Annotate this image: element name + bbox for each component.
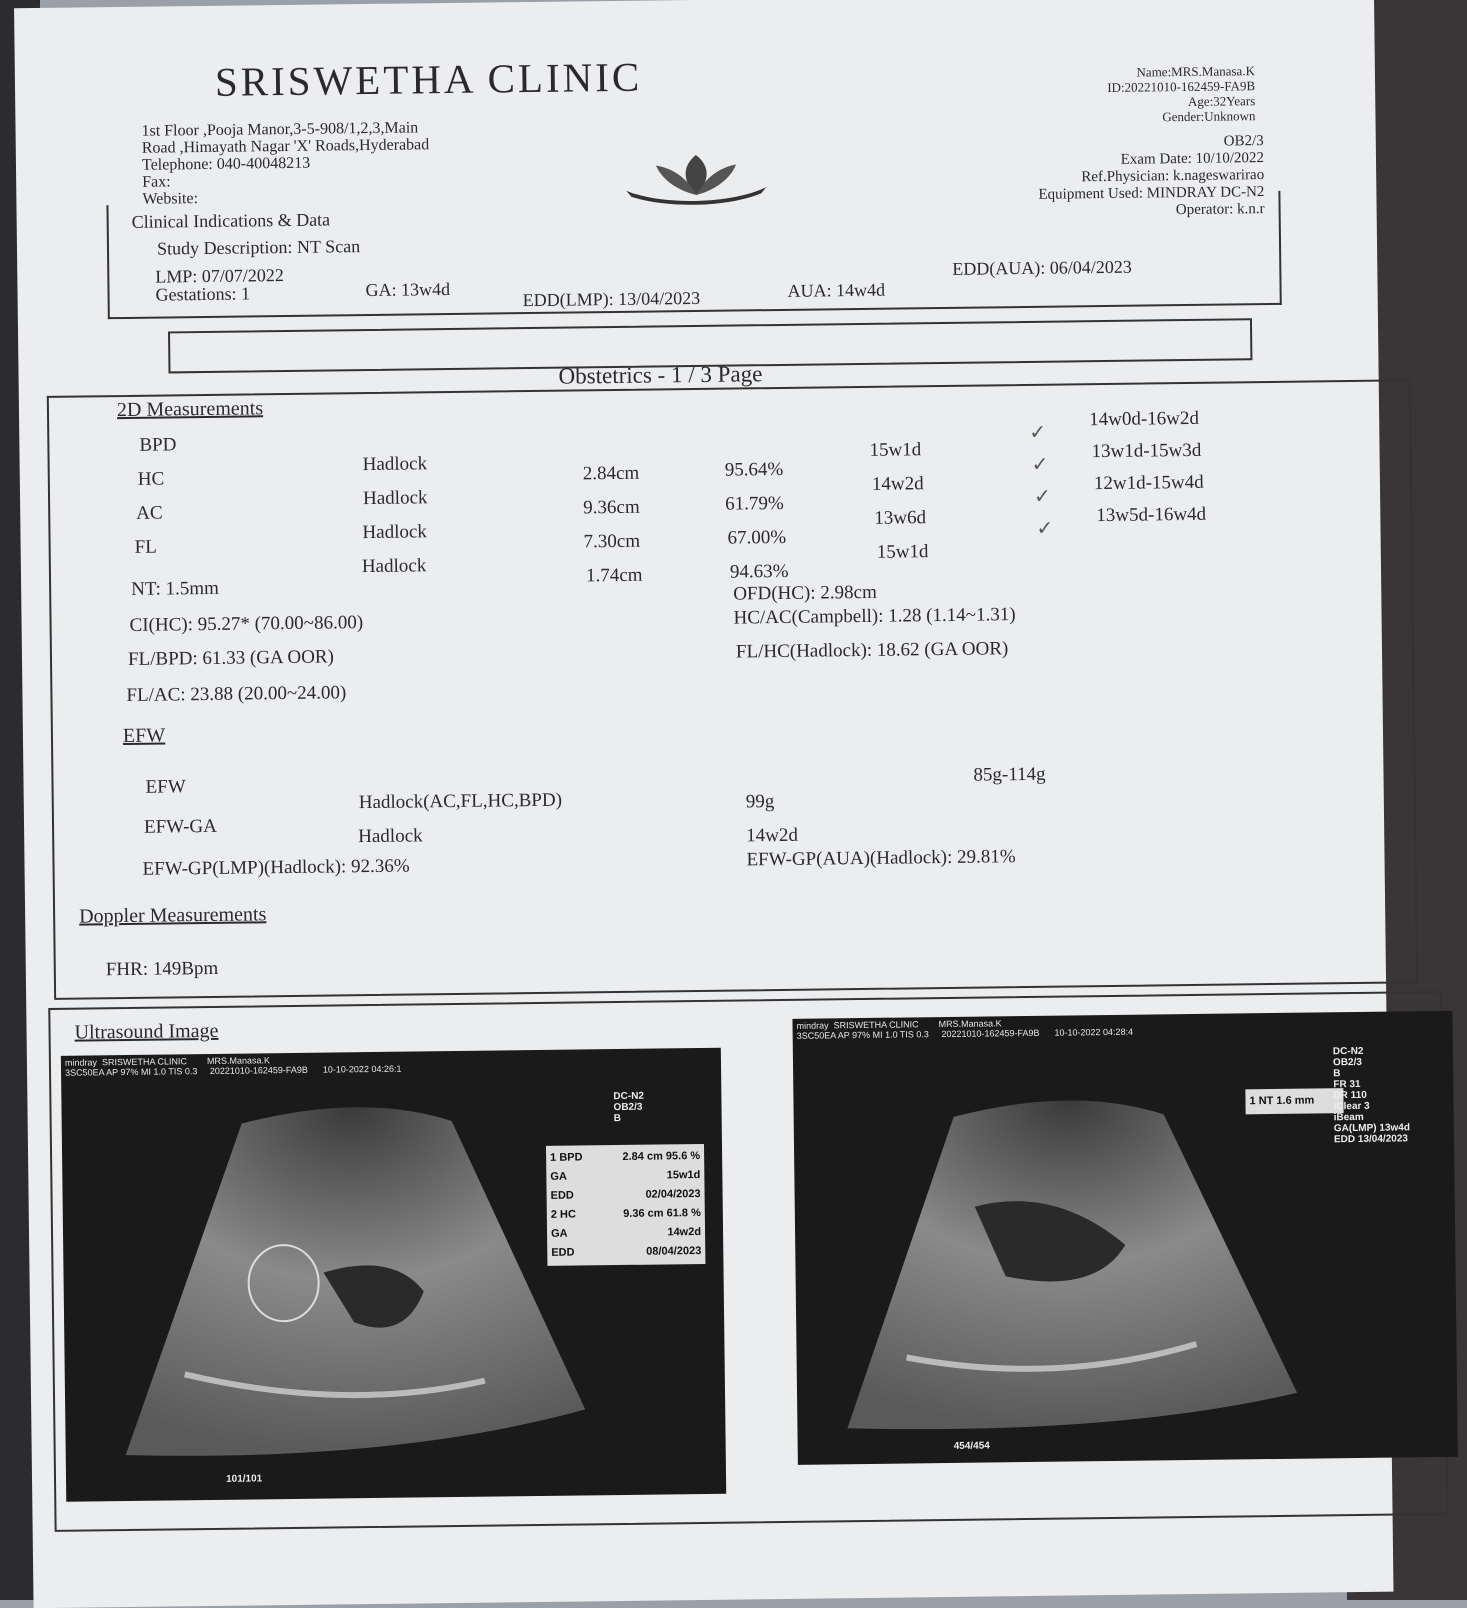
bpd-method: Hadlock bbox=[362, 453, 428, 476]
fl-range: 13w5d-16w4d bbox=[1096, 503, 1207, 527]
fl-percentile: 94.63% bbox=[729, 560, 789, 583]
fl-hc: FL/HC(Hadlock): 18.62 (GA OOR) bbox=[735, 638, 1009, 663]
ci-hc: CI(HC): 95.27* (70.00~86.00) bbox=[129, 612, 364, 636]
efw-range: 85g-114g bbox=[973, 763, 1046, 786]
bpd-check-icon: ✓ bbox=[1029, 421, 1047, 444]
efw-label: EFW bbox=[145, 776, 186, 798]
ultrasound-image-right bbox=[792, 1011, 1457, 1465]
efw-gp-lmp: EFW-GP(LMP)(Hadlock): 92.36% bbox=[142, 855, 410, 880]
hc-ga: 14w2d bbox=[871, 473, 924, 495]
clinic-name: SRISWETHA CLINIC bbox=[214, 53, 643, 105]
measure-row: 1 BPD 2.84 cm 95.6 % bbox=[550, 1150, 701, 1164]
left-mode-info: DC-N2 OB2/3 B bbox=[613, 1090, 645, 1125]
hc-range: 13w1d-15w3d bbox=[1091, 439, 1202, 463]
ofd-hc: OFD(HC): 2.98cm bbox=[733, 581, 877, 605]
clinical-title: Clinical Indications & Data bbox=[131, 209, 331, 232]
section-ultrasound: Ultrasound Image bbox=[74, 1019, 219, 1044]
fl-bpd: FL/BPD: 61.33 (GA OOR) bbox=[127, 646, 334, 670]
efw-method: Hadlock(AC,FL,HC,BPD) bbox=[358, 789, 563, 814]
study-description: Study Description: NT Scan bbox=[156, 236, 361, 259]
fhr-value: FHR: 149Bpm bbox=[105, 957, 219, 981]
ga: GA: 13w4d bbox=[365, 279, 451, 301]
fl-method: Hadlock bbox=[361, 555, 427, 578]
ac-ga: 13w6d bbox=[874, 507, 927, 529]
bpd-range: 14w0d-16w2d bbox=[1089, 407, 1200, 431]
hc-value: 9.36cm bbox=[583, 496, 640, 519]
efw-ga-label: EFW-GA bbox=[143, 815, 218, 838]
edd-aua: EDD(AUA): 06/04/2023 bbox=[952, 256, 1132, 279]
right-settings: DC-N2 OB2/3 B FR 31 DR 110 iClear 3 iBeam GA(LMP) 13w4d EDD 13/04/2023 bbox=[1332, 1045, 1411, 1146]
ac-value: 7.30cm bbox=[583, 530, 641, 553]
ac-range: 12w1d-15w4d bbox=[1093, 471, 1204, 495]
measure-row: EDD 08/04/2023 bbox=[551, 1245, 702, 1259]
right-image-header: mindray SRISWETHA CLINIC MRS.Manasa.K 3SC50EA AP 97% MI 1.0 TIS 0.3 20221010-162459-FA9B 10-10-2022 04:28:4 bbox=[796, 1018, 1134, 1041]
patient-info: Name:MRS.Manasa.K ID:20221010-162459-FA9B Age:32Years Gender:Unknown bbox=[1107, 63, 1256, 125]
fl-ga: 15w1d bbox=[876, 541, 929, 563]
fl-label: FL bbox=[134, 536, 157, 558]
section-efw: EFW bbox=[122, 724, 166, 748]
bpd-label: BPD bbox=[139, 434, 177, 456]
ac-percentile: 67.00% bbox=[727, 526, 787, 549]
ac-label: AC bbox=[136, 502, 163, 524]
left-frame-count: 101/101 bbox=[225, 1473, 263, 1485]
ac-method: Hadlock bbox=[362, 521, 427, 544]
efw-ga-method: Hadlock bbox=[358, 825, 423, 848]
hc-percentile: 61.79% bbox=[725, 492, 784, 515]
efw-value: 99g bbox=[745, 791, 775, 813]
report-page bbox=[14, 0, 1411, 1608]
left-image-header: mindray SRISWETHA CLINIC MRS.Manasa.K 3SC50EA AP 97% MI 1.0 TIS 0.3 20221010-162459-FA9B 10-10-2022 04:26:1 bbox=[64, 1055, 402, 1078]
lmp: LMP: 07/07/2022 bbox=[155, 265, 284, 287]
efw-gp-aua: EFW-GP(AUA)(Hadlock): 29.81% bbox=[746, 846, 1016, 871]
fl-check-icon: ✓ bbox=[1036, 517, 1054, 540]
ultrasound-image-left bbox=[61, 1048, 726, 1502]
section-doppler: Doppler Measurements bbox=[79, 903, 267, 928]
nt-row: 1 NT 1.6 mm bbox=[1249, 1094, 1315, 1108]
measure-row: GA 15w1d bbox=[550, 1169, 701, 1183]
bpd-ga: 15w1d bbox=[869, 439, 922, 461]
efw-ga-value: 14w2d bbox=[746, 824, 799, 847]
measure-row: EDD 02/04/2023 bbox=[550, 1188, 701, 1202]
aua: AUA: 14w4d bbox=[787, 279, 886, 301]
bpd-value: 2.84cm bbox=[582, 462, 640, 485]
section-2d-measurements: 2D Measurements bbox=[116, 397, 264, 422]
right-nt-box bbox=[1245, 1088, 1343, 1114]
nt-value: NT: 1.5mm bbox=[131, 577, 219, 600]
ac-check-icon: ✓ bbox=[1033, 485, 1051, 508]
measure-row: GA 14w2d bbox=[550, 1226, 702, 1240]
right-frame-count: 454/454 bbox=[953, 1440, 990, 1452]
hc-method: Hadlock bbox=[362, 487, 428, 510]
hc-check-icon: ✓ bbox=[1031, 453, 1049, 476]
bpd-percentile: 95.64% bbox=[724, 458, 784, 481]
gestations: Gestations: 1 bbox=[155, 283, 251, 305]
hc-ac: HC/AC(Campbell): 1.28 (1.14~1.31) bbox=[733, 604, 1016, 629]
measure-row: 2 HC 9.36 cm 61.8 % bbox=[550, 1207, 701, 1221]
left-ultrasound-fan bbox=[61, 1078, 726, 1502]
fl-ac: FL/AC: 23.88 (20.00~24.00) bbox=[126, 682, 347, 706]
clinic-address: 1st Floor ,Pooja Manor,3-5-908/1,2,3,Main Road ,Himayath Nagar 'X' Roads,Hyderabad Telephone: 040-40048213 Fax: Website: bbox=[141, 119, 430, 208]
edd-lmp: EDD(LMP): 13/04/2023 bbox=[522, 287, 701, 311]
left-measure-table bbox=[546, 1144, 705, 1266]
hc-label: HC bbox=[137, 468, 165, 490]
fl-value: 1.74cm bbox=[585, 564, 643, 587]
exam-info: OB2/3 Exam Date: 10/10/2022 Ref.Physician: k.nageswarirao Equipment Used: MINDRAY DC-N2 Operator: k.n.r bbox=[1038, 133, 1265, 219]
page-title: Obstetrics - 1 / 3 Page bbox=[558, 361, 763, 389]
